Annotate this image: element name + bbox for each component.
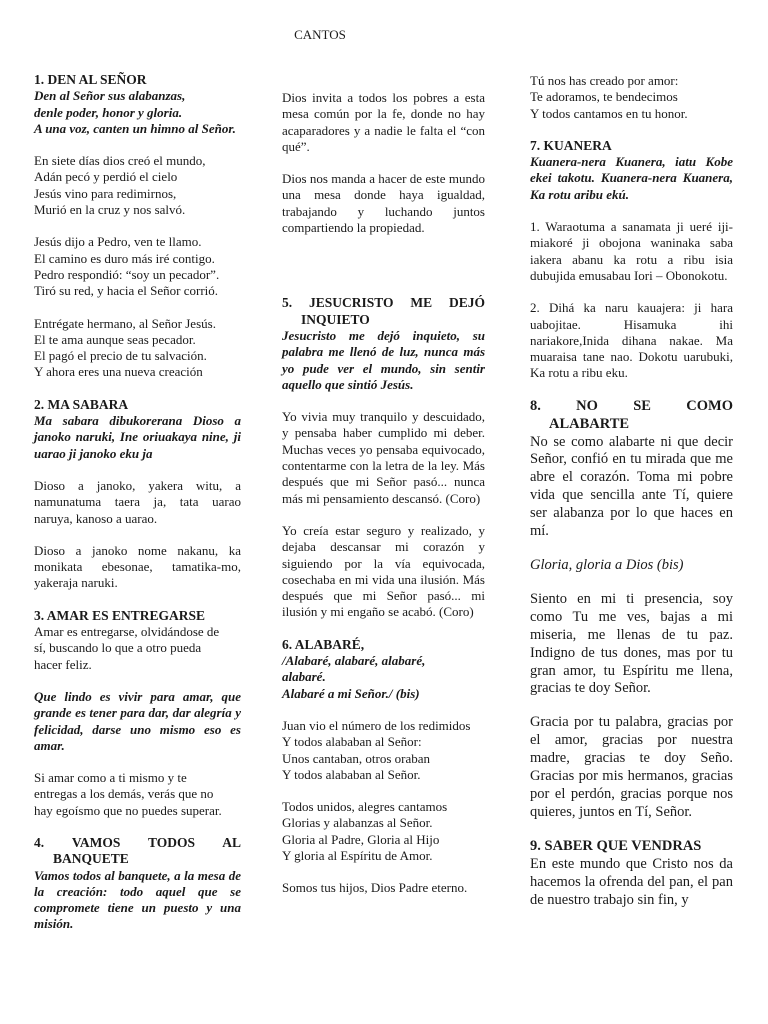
song-4-heading: 4. VAMOS TODOS AL — [34, 834, 241, 850]
song-7-heading: 7. KUANERA — [530, 137, 612, 153]
song-6-heading: 6. ALABARÉ, — [282, 636, 365, 652]
song-1-verse-line: Pedro respondió: “soy un pecador”. — [34, 266, 220, 282]
song-8-heading: 8. NO SE COMO — [530, 397, 733, 414]
song-6-verse-line: Todos unidos, alegres cantamos — [282, 799, 448, 815]
song-1-verse-line: Y ahora eres una nueva creación — [34, 364, 203, 380]
song-2-verse: Dioso a janoko, yakera witu, a namunatuma taera ja, tata uarao naruya, kanoso a uarao. — [34, 477, 241, 526]
song-6-verse-line: Glorias y alabanzas al Señor. — [282, 815, 433, 831]
song-5-chorus: Jesucristo me dejó inquieto, su palabra me llenó de luz, nunca más yo pude ver el mundo, sin sentir aquello que sintió Jesús. — [282, 327, 485, 392]
page-title: CANTOS — [294, 27, 346, 42]
song-1-verse-line: Jesús dijo a Pedro, ven te llamo. — [34, 234, 202, 250]
song-4-verse: Dios invita a todos los pobres a esta mesa común por la fe, donde no hay acaparadores y a nadie le falta el “con qué”. — [282, 90, 485, 154]
song-6-verse-line: Gloria al Padre, Gloria al Hijo — [282, 831, 440, 847]
song-6-verse-line: Y todos alababan al Señor. — [282, 766, 421, 782]
song-8-heading-cont: ALABARTE — [549, 415, 630, 432]
song-3-verse-line: hay egoísmo que no puedes superar. — [34, 802, 222, 818]
column-3 — [530, 73, 733, 909]
song-3-verse-line: sí, buscando lo que a otro pueda — [34, 640, 202, 656]
song-7-chorus: Kuanera-nera Kuanera, iatu Kobe ekei takotu. Kuanera-nera Kuanera, Ka rotu aribu ekú. — [530, 154, 733, 202]
song-1-verse-line: Entrégate hermano, al Señor Jesús. — [34, 315, 216, 331]
column-2 — [282, 90, 485, 897]
song-1-verse-line: El pagó el precio de tu salvación. — [34, 348, 207, 364]
song-1-verse-line: El camino es duro más iré contigo. — [34, 250, 215, 266]
song-1-chorus-line: Den al Señor sus alabanzas, — [34, 88, 186, 104]
song-2-chorus: Ma sabara dibukorerana Dioso a janoko naruki, Ine oriuakaya nine, ji uarao ji janoko eku ja — [34, 413, 241, 461]
song-3-verse-line: Si amar como a ti mismo y te — [34, 770, 187, 786]
song-7-verse: 1. Waraotuma a sanamata ji ueré iji-miakoré ji obojona waninaka saba iakera abanu ka rotu a ribu isia dubujida emusabau Iori – Obonokotu. — [530, 219, 733, 283]
song-6-verse-line: Y gloria al Espíritu de Amor. — [282, 847, 433, 863]
song-6-verse-line: Te adoramos, te bendecimos — [530, 89, 678, 105]
song-6-verse-line: Somos tus hijos, Dios Padre eterno. — [282, 880, 468, 896]
song-2-heading: 2. MA SABARA — [34, 396, 129, 412]
song-6-chorus-line: alabaré. — [282, 669, 326, 685]
song-1-verse-line: Tiró su red, y hacia el Señor corrió. — [34, 283, 219, 299]
song-6-verse-line: Y todos alababan al Señor: — [282, 734, 422, 750]
song-3-verse-line: Amar es entregarse, olvidándose de — [34, 624, 220, 640]
song-3-verse-line: hacer feliz. — [34, 656, 92, 672]
song-6-verse-line: Unos cantaban, otros oraban — [282, 750, 431, 766]
song-3-verse-line: entregas a los demás, verás que no — [34, 786, 214, 802]
song-1-verse-line: Murió en la cruz y nos salvó. — [34, 202, 186, 218]
song-1-chorus-line: denle poder, honor y gloria. — [34, 104, 183, 120]
song-5-heading-cont: INQUIETO — [301, 311, 370, 327]
song-5-heading: 5. JESUCRISTO ME DEJÓ — [282, 295, 485, 311]
song-3-chorus: Que lindo es vivir para amar, que grande es tener para dar, dar alegría y felicidad, darse uno mismo eso es amar. — [34, 688, 241, 753]
song-7-verse: 2. Dihá ka naru kauajera: ji hara uabojitae. Hisamuka ihi nariakore,Inida dihana nakae. Ma muaraisa tane nao. Dokotu uarubuki, Ka rotu a ribu eku. — [530, 300, 733, 381]
song-9-verse: En este mundo que Cristo nos da hacemos la ofrenda del pan, el pan de nuestro trabajo sin fin, y — [530, 855, 733, 908]
song-4-chorus: Vamos todos al banquete, a la mesa de la creación: todo aquel que se compromete tiene un puesto y una misión. — [34, 867, 241, 932]
song-8-chorus: Gloria, gloria a Dios (bis) — [530, 557, 684, 573]
song-8-verse: Siento en mi ti presencia, soy como Tu me ves, bajas a mi miseria, me llenas de tu paz. Indigno de tus dones, mas por tu gran amor, tu Espíritu me llena, gracias te doy Señor. — [530, 590, 733, 697]
song-8-verse: Gracia por tu palabra, gracias por el amor, gracias por nuestra madre, gracias te doy Seño. Gracias por mis hermanos, gracias por el perdón, gracias porque nos quieres, juntos en Tí, Señor. — [530, 714, 733, 820]
song-6-verse-line: Y todos cantamos en tu honor. — [530, 105, 688, 121]
song-8-verse: No se como alabarte ni que decir Señor, confió en tu mirada que me abre el corazón. Toma mi pobre vida que sencilla ante Tí, quiere ser alabanza por lo que haces en mí. — [530, 433, 733, 540]
song-1-heading: 1. DEN AL SEÑOR — [34, 72, 147, 87]
song-6-chorus-line: Alabaré a mi Señor./ (bis) — [282, 685, 420, 701]
song-2-verse: Dioso a janoko nome nakanu, ka monikata ebesonae, tamatika-mo, yakeraja naruki. — [34, 542, 241, 591]
song-4-verse: Dios nos manda a hacer de este mundo una mesa donde haya igualdad, trabajando y luchando juntos compartiendo la propiedad. — [282, 171, 485, 236]
song-5-verse: Yo creía estar seguro y realizado, y dejaba descansar mi corazón y siguiendo por la vía equivocada, cosechaba en mi vida una ilusión. Más después que mi Señor pasó... mi ilusión y mi engaño se acabó. (Coro) — [282, 522, 485, 620]
song-3-heading: 3. AMAR ES ENTREGARSE — [34, 607, 206, 623]
song-6-chorus-line: /Alabaré, alabaré, alabaré, — [282, 653, 426, 669]
song-6-verse-line: Juan vio el número de los redimidos — [282, 717, 471, 733]
song-1-chorus-line: A una voz, canten un himno al Señor. — [34, 120, 236, 136]
song-1-verse-line: El te ama aunque seas pecador. — [34, 331, 196, 347]
song-4-heading-cont: BANQUETE — [53, 851, 129, 867]
song-1-verse-line: En siete días dios creó el mundo, — [34, 153, 206, 169]
song-1-verse-line: Jesús vino para redimirnos, — [34, 185, 177, 201]
song-1-verse-line: Adán pecó y perdió el cielo — [34, 169, 178, 185]
song-5-verse: Yo vivia muy tranquilo y descuidado, y pensaba haber cumplido mi deber. Muchas veces yo pensaba equivocado, contentarme con la letra de la ley. Más después que mi Señor pasó... nunca más mi pensamiento descansó. (Coro) — [282, 409, 485, 506]
column-1 — [34, 72, 241, 933]
song-6-verse-line: Tú nos has creado por amor: — [530, 73, 679, 88]
song-9-heading: 9. SABER QUE VENDRAS — [530, 837, 702, 854]
